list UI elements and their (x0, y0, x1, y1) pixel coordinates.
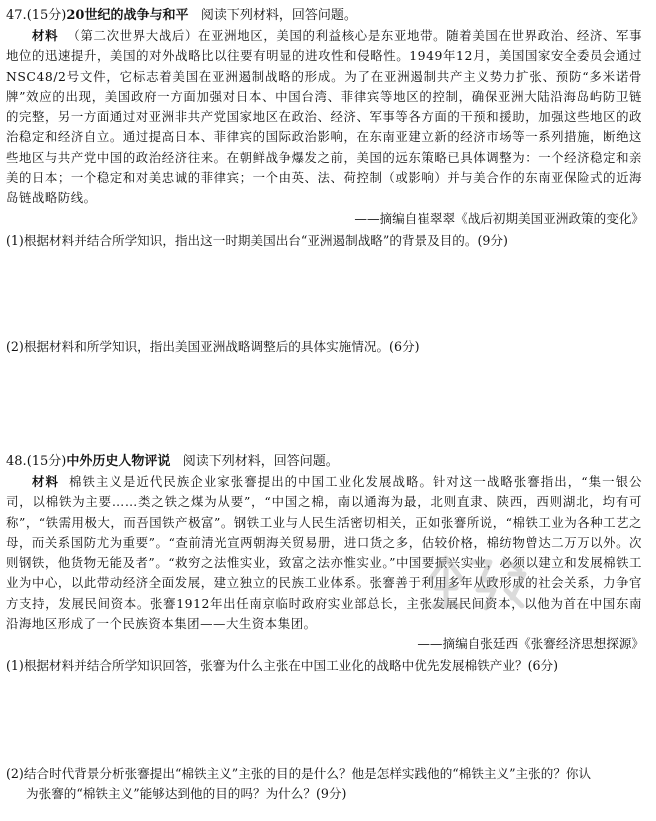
material-source: ——摘编自张廷西《张謇经济思想探源》 (417, 636, 644, 652)
material-text: （第二次世界大战后）在亚洲地区，美国的利益核心是东亚地带。随着美国在世界政治、经济、军事地位的迅速提升，美国的对外战略比以往要有明显的进攻性和侵略性。1949年12月，美国国家安全委员会通过NSC48/2号文件，它标志着美国在亚洲遏制战略的形成。为了在亚洲遏制共产主义势力扩张、预防“多米诺骨牌”效应的出现，美国政府一方面加强对日本、中国台湾、菲律宾等地区的控制，确保亚洲大陆沿海岛屿防卫链的完整，另一方面通过对亚洲非共产党国家地区在政治、经济、军事等各方面的干预和援助，加强这些地区的政治稳定和经济自立。通过提高日本、菲律宾的国际政治影响，在东南亚建立新的经济市场等一系列措施，断绝这些地区与共产党中国的政治经济往来。在朝鲜战争爆发之前，美国的远东策略已具体调整为：一个经济稳定和亲美的日本；一个稳定和对美忠诚的菲律宾；一个由英、法、荷控制（或影响）并与美合作的东南亚保险式的近海岛链战略防线。 (6, 28, 643, 206)
question-number: 48. (6, 454, 27, 469)
question-instruction: 阅读下列材料，回答问题。 (200, 8, 357, 23)
sub-question-2-line-1: (2)结合时代背景分析张謇提出“棉铁主义”主张的目的是什么？他是怎样实践他的“棉铁主义”主张的？你认 (6, 766, 592, 782)
question-number: 47. (6, 8, 27, 23)
material-source: ——摘编自崔翠翠《战后初期美国亚洲政策的变化》 (354, 210, 644, 226)
question-title: 中外历史人物评说 (66, 454, 171, 469)
question-47 (6, 6, 646, 357)
material-block (6, 26, 646, 209)
question-instruction: 阅读下列材料，回答问题。 (182, 454, 339, 469)
material-block (6, 472, 646, 634)
sub-question-2: (2)根据材料和所学知识，指出美国亚洲战略调整后的具体实施情况。(6分) (6, 338, 420, 354)
material-label: 材料 (32, 474, 59, 489)
question-47-header (6, 6, 646, 26)
question-48-header (6, 452, 646, 472)
question-48 (6, 452, 646, 804)
material-text: 棉铁主义是近代民族企业家张謇提出的中国工业化发展战略。针对这一战略张謇指出，“集一银公司，以棉铁为主要……类之铁之煤为从要”，“中国之棉，南以通海为最，北则直隶、陕西，西则湖北，均有可称”，“铁需用极大，而吾国铁产极富”。钢铁工业与人民生活密切相关，正如张謇所说，“棉铁工业为各种工艺之母，而关系国防尤为重要”。“查前清光宣两朝海关贸易册，进口货之多，估较价格，棉纺物曾达二万万以外。次则钢铁，他货物无能及者”。“救穷之法惟实业，致富之法亦惟实业。”中国要振兴实业，必须以建立和发展棉铁工业为中心，以此带动经济全面发展，建立独立的民族工业体系。张謇善于利用多年从政形成的社会关系，力争官方支持，发展民间资本。张謇1912年出任南京临时政府实业部总长，主张发展民间资本，以他为首在中国东南沿海地区形成了一个民族资本集团——大生资本集团。 (6, 474, 643, 632)
sub-question-2-line-2: 为张謇的“棉铁主义”能够达到他的目的吗？为什么？(9分) (26, 786, 347, 802)
material-label: 材料 (32, 28, 59, 43)
sub-question-1: (1)根据材料并结合所学知识回答，张謇为什么主张在中国工业化的战略中优先发展棉铁产业？(6分) (6, 658, 559, 674)
question-title: 20世纪的战争与和平 (66, 8, 189, 23)
sub-question-1: (1)根据材料并结合所学知识，指出这一时期美国出台“亚洲遏制战略”的背景及目的。(9分) (6, 232, 508, 248)
question-score: (15分) (26, 8, 67, 23)
question-score: (15分) (26, 454, 67, 469)
